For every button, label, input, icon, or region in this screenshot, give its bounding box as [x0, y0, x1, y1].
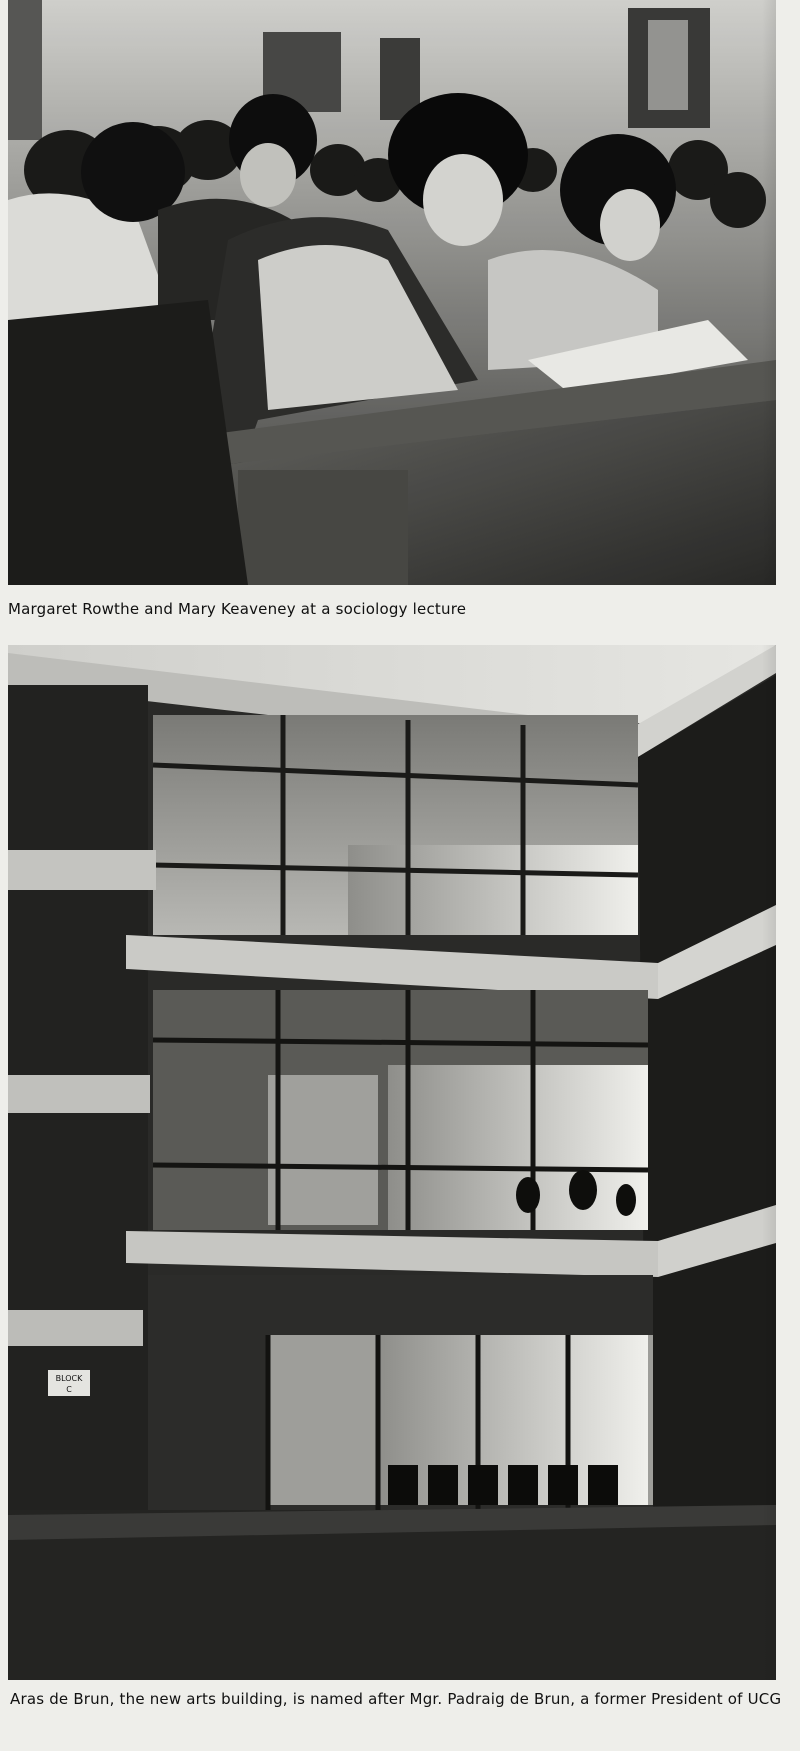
- lecture-caption: Margaret Rowthe and Mary Keaveney at a sociology lecture: [8, 600, 467, 618]
- lecture-photo-illustration: [8, 0, 776, 585]
- svg-text:BLOCK: BLOCK: [55, 1374, 83, 1383]
- building-photo-illustration: [8, 645, 776, 1680]
- lecture-photo: [8, 0, 776, 585]
- page-edge-shadow: [762, 0, 776, 585]
- svg-text:C: C: [66, 1385, 72, 1394]
- page-edge-shadow: [762, 645, 776, 1680]
- building-photo: [8, 645, 776, 1680]
- building-caption: Aras de Brun, the new arts building, is named after Mgr. Padraig de Brun, a former President of UCG: [10, 1690, 782, 1708]
